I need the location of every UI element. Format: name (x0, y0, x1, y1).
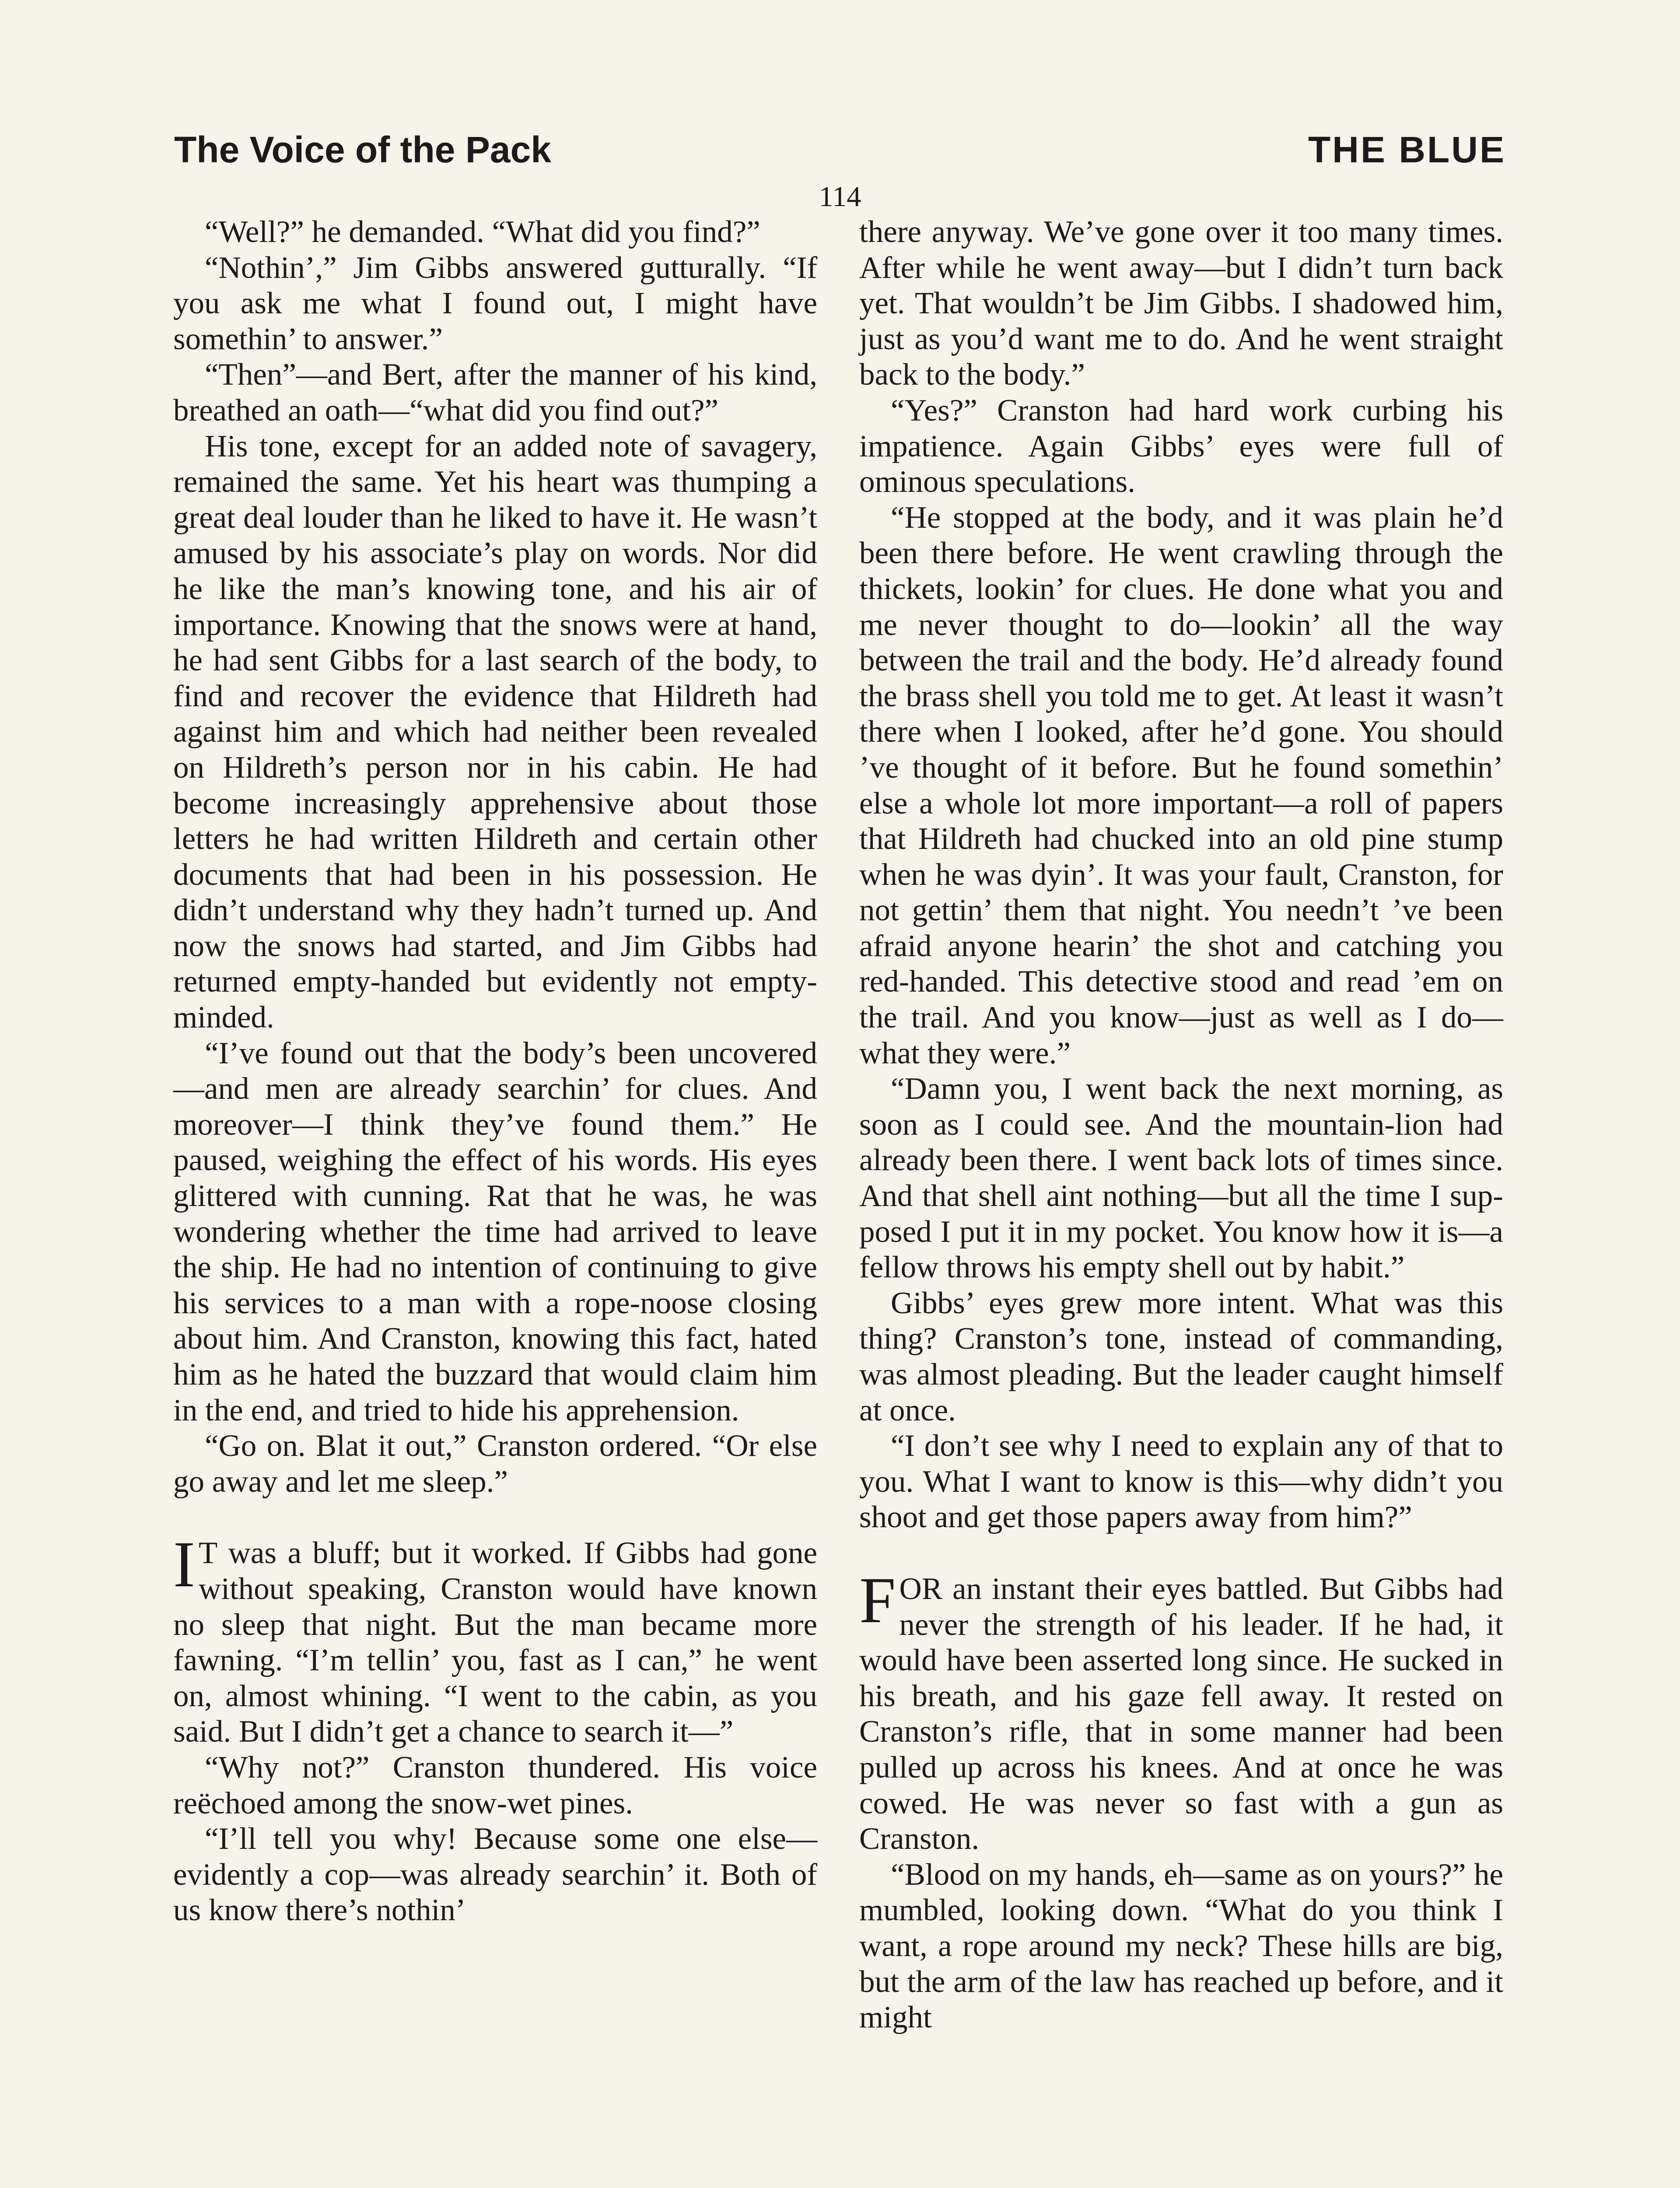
paragraph: “I don’t see why I need to explain any of that to you. What I want to know is this—why didn’t you shoot and get those papers away from him?” (859, 1429, 1503, 1535)
page-number: 114 (819, 181, 861, 213)
paragraph: “Then”—and Bert, after the manner of his kind, breathed an oath—“what did you find out?” (173, 358, 817, 428)
right-text-column (859, 214, 1503, 2036)
paragraph: “Blood on my hands, eh—same as on yours?” he mumbled, looking down. “What do you think I want, a rope around my neck? These hills are big, but the arm of the law has reached up before, and it might (859, 1857, 1503, 2035)
section-text: T was a bluff; but it worked. If Gibbs had gone without speaking, Cranston would have known no sleep that night. But the man became more fawning. “I’m tellin’ you, fast as I can,” he went on, almost whining. “I went to the cabin, as you said. But I didn’t get a chance to search it—” (173, 1536, 817, 1749)
continued-paragraph: there anyway. We’ve gone over it too many times. After while he went away—but I didn’t turn back yet. That wouldn’t be Jim Gibbs. I shadowed him, just as you’d want me to do. And he went straight back to the body.” (859, 215, 1503, 392)
drop-cap: I (173, 1528, 195, 1601)
section-text: OR an instant their eyes battled. But Gibbs had never the strength of his leader. If he had, it would have been asserted long since. He sucked in his breath, and his gaze fell away. It rested on Cranston’s rifle, that in some manner had been pulled up across his knees. And at once he was cowed. He was never so fast with a gun as Cranston. (859, 1571, 1503, 1856)
magazine-section-title: THE BLUE (1308, 129, 1506, 170)
paragraph: “Well?” he demanded. “What did you find?” (205, 215, 760, 249)
paragraph: “Go on. Blat it out,” Cranston ordered. “Or else go away and let me sleep.” (173, 1429, 817, 1499)
section-paragraph (859, 1564, 1503, 1857)
paragraph: “He stopped at the body, and it was plain he’d been there before. He went crawling through the thickets, lookin’ for clues. He done what you and me never thought to do—lookin’ all the way between the trail and the body. He’d already found the brass shell you told me to get. At least it wasn’t there when I looked, after he’d gone. You should ’ve thought of it before. But he found somethin’ else a whole lot more important—a roll of papers that Hildreth had chucked into an old pine stump when he was dyin’. It was your fault, Cranston, for not gettin’ them that night. You needn’t ’ve been afraid anyone hearin’ the shot and catching you red-handed. This detective stood and read ’em on the trail. And you know—just as well as I do—what they were.” (859, 500, 1503, 1070)
paragraph: “Damn you, I went back the next morning, as soon as I could see. And the mountain-lion had already been there. I went back lots of times since. And that shell aint nothing—but all the time I supposed I put it in my pocket. You know how it is—a fellow throws his empty shell out by habit.” (859, 1072, 1503, 1285)
paragraph: “I’ve found out that the body’s been uncovered—and men are already searchin’ for clues. And moreover—I think they’ve found them.” He paused, weighing the effect of his words. His eyes glittered with cunning. Rat that he was, he was wondering whether the time had arrived to leave the ship. He had no intention of continuing to give his services to a man with a rope-noose closing about him. And Cranston, knowing this fact, hated him as he hated the buzzard that would claim him in the end, and tried to hide his apprehension. (173, 1036, 817, 1427)
drop-cap: F (859, 1564, 896, 1637)
left-text-column (173, 214, 817, 1929)
running-title: The Voice of the Pack (174, 129, 552, 170)
paragraph: “Nothin’,” Jim Gibbs answered gutturally. “If you ask me what I found out, I might have somethin’ to answer.” (173, 250, 817, 356)
section-paragraph (173, 1528, 817, 1750)
paragraph: “Why not?” Cranston thundered. His voice reëchoed among the snow-wet pines. (173, 1750, 817, 1820)
paragraph: “Yes?” Cranston had hard work curbing his impatience. Again Gibbs’ eyes were full of ominous speculations. (859, 393, 1503, 499)
paragraph: Gibbs’ eyes grew more intent. What was this thing? Cranston’s tone, instead of commanding, was almost pleading. But the leader caught himself at once. (859, 1286, 1503, 1427)
paragraph: “I’ll tell you why! Because some one else—evidently a cop—was already searchin’ it. Both of us know there’s nothin’ (173, 1822, 817, 1928)
paragraph: His tone, except for an added note of savagery, remained the same. Yet his heart was thumping a great deal louder than he liked to have it. He wasn’t amused by his associate’s play on words. Nor did he like the man’s knowing tone, and his air of importance. Knowing that the snows were at hand, he had sent Gibbs for a last search of the body, to find and recover the evidence that Hildreth had against him and which had neither been revealed on Hildreth’s person nor in his cabin. He had become increasingly apprehensive about those letters he had written Hildreth and certain other documents that had been in his possession. He didn’t understand why they hadn’t turned up. And now the snows had started, and Jim Gibbs had returned empty-handed but evidently not empty-minded. (173, 429, 817, 1035)
